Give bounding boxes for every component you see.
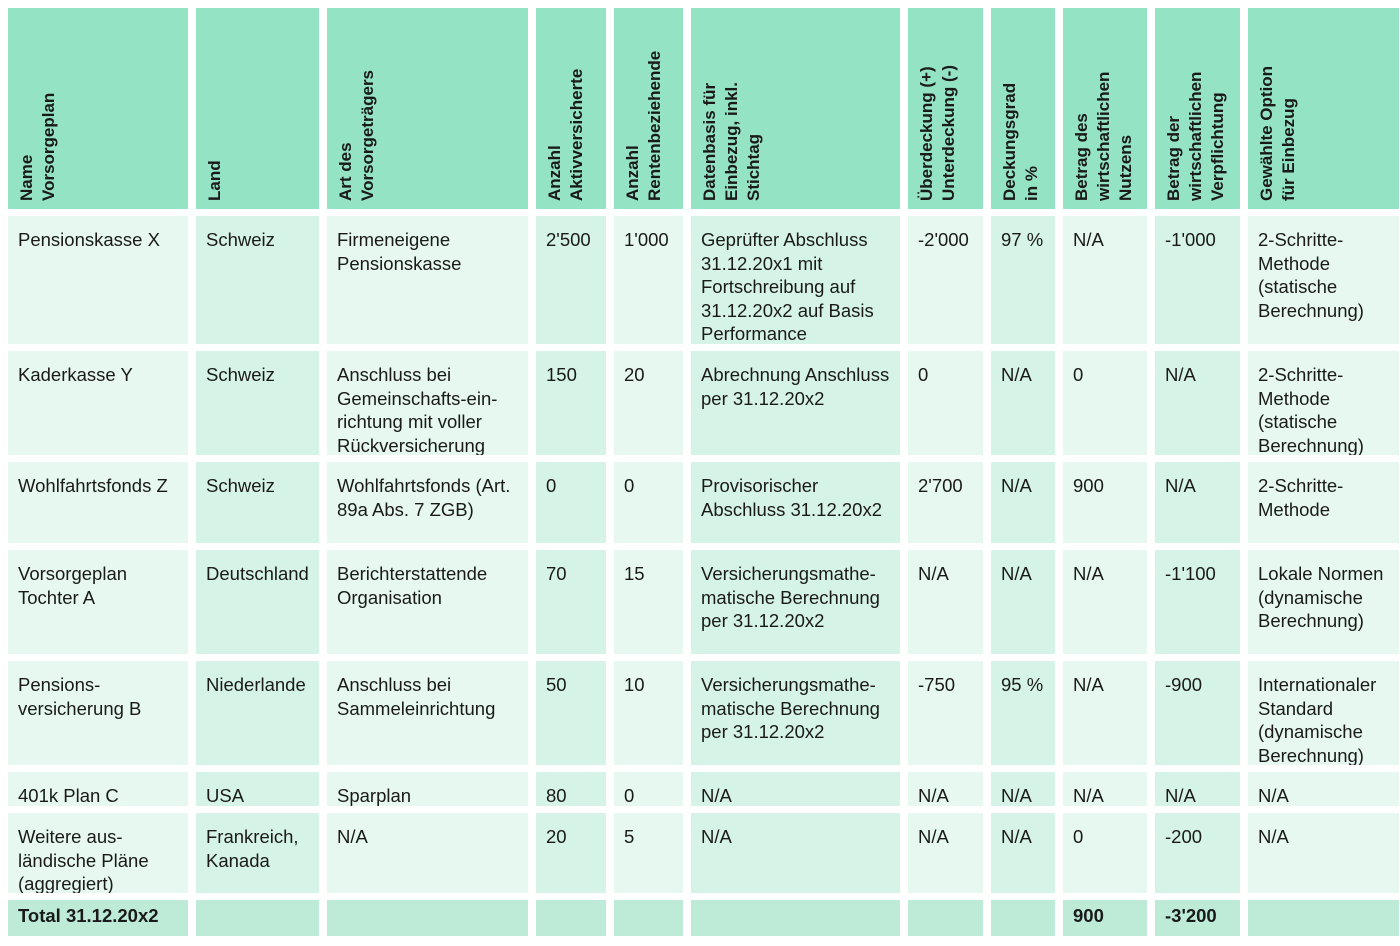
header-art: Art des Vorsorgeträgers — [327, 8, 528, 209]
total-verpflichtung: -3'200 — [1155, 900, 1240, 936]
table-cell: Anschluss bei Gemeinschafts-ein-richtung mit voller Rückversicherung — [327, 351, 528, 455]
total-nutzen: 900 — [1063, 900, 1147, 936]
table-cell: N/A — [691, 813, 900, 893]
table-cell: N/A — [991, 550, 1055, 654]
table-cell: Anschluss bei Sammeleinrichtung — [327, 661, 528, 765]
table-cell: 0 — [536, 462, 606, 543]
table-cell: -750 — [908, 661, 983, 765]
table-cell: Lokale Normen (dynamische Berechnung) — [1248, 550, 1399, 654]
table-cell: 1'000 — [614, 216, 683, 344]
header-land: Land — [196, 8, 319, 209]
table-cell: N/A — [908, 550, 983, 654]
table-cell: -200 — [1155, 813, 1240, 893]
table-cell: 70 — [536, 550, 606, 654]
total-empty-cell — [614, 900, 683, 936]
table-cell: 2-Schritte-Methode — [1248, 462, 1399, 543]
total-empty-cell — [536, 900, 606, 936]
table-cell: 2-Schritte-Methode (statische Berechnung) — [1248, 351, 1399, 455]
table-cell: Pensions-versicherung B — [8, 661, 188, 765]
table-cell: 10 — [614, 661, 683, 765]
table-cell: N/A — [1063, 550, 1147, 654]
table-cell: 2'500 — [536, 216, 606, 344]
table-cell: N/A — [1248, 813, 1399, 893]
table-cell: Pensionskasse X — [8, 216, 188, 344]
header-deckungsgrad: Deckungsgrad in % — [991, 8, 1055, 209]
table-cell: Niederlande — [196, 661, 319, 765]
table-cell: 20 — [536, 813, 606, 893]
table-cell: Berichterstattende Organisation — [327, 550, 528, 654]
table-cell: N/A — [1248, 772, 1399, 806]
pension-plans-table — [8, 8, 1399, 936]
table-cell: 0 — [1063, 813, 1147, 893]
table-cell: 900 — [1063, 462, 1147, 543]
table-cell: -900 — [1155, 661, 1240, 765]
table-cell: 50 — [536, 661, 606, 765]
header-aktivversicherte: Anzahl Aktivversicherte — [536, 8, 606, 209]
table-cell: Geprüfter Abschluss 31.12.20x1 mit Fortschreibung auf 31.12.20x2 auf Basis Performance — [691, 216, 900, 344]
table-cell: Wohlfahrtsfonds (Art. 89a Abs. 7 ZGB) — [327, 462, 528, 543]
table-cell: N/A — [991, 351, 1055, 455]
table-cell: N/A — [1063, 661, 1147, 765]
table-cell: Kaderkasse Y — [8, 351, 188, 455]
table-cell: Versicherungsmathe-matische Berechnung per 31.12.20x2 — [691, 550, 900, 654]
total-empty-cell — [908, 900, 983, 936]
total-empty-cell — [327, 900, 528, 936]
table-cell: Internationaler Standard (dynamische Berechnung) — [1248, 661, 1399, 765]
table-cell: 2-Schritte-Methode (statische Berechnung) — [1248, 216, 1399, 344]
table-cell: 0 — [1063, 351, 1147, 455]
table-cell: 0 — [614, 772, 683, 806]
table-cell: Versicherungsmathe-matische Berechnung per 31.12.20x2 — [691, 661, 900, 765]
header-rentenbeziehende: Anzahl Rentenbeziehende — [614, 8, 683, 209]
total-label: Total 31.12.20x2 — [8, 900, 188, 936]
table-cell: N/A — [691, 772, 900, 806]
table-cell: N/A — [327, 813, 528, 893]
table-cell: N/A — [1155, 772, 1240, 806]
table-cell: Deutschland — [196, 550, 319, 654]
table-cell: 97 % — [991, 216, 1055, 344]
table-cell: Wohlfahrtsfonds Z — [8, 462, 188, 543]
table-cell: -1'100 — [1155, 550, 1240, 654]
table-cell: Firmeneigene Pensionskasse — [327, 216, 528, 344]
table-cell: 2'700 — [908, 462, 983, 543]
table-cell: N/A — [991, 772, 1055, 806]
table-cell: N/A — [908, 772, 983, 806]
table-cell: Weitere aus-ländische Pläne (aggregiert) — [8, 813, 188, 893]
header-datenbasis: Datenbasis für Einbezug, inkl. Stichtag — [691, 8, 900, 209]
table-cell: -2'000 — [908, 216, 983, 344]
table-cell: 80 — [536, 772, 606, 806]
table-cell: N/A — [1155, 462, 1240, 543]
table-cell: Schweiz — [196, 462, 319, 543]
table-cell: N/A — [1063, 772, 1147, 806]
table-cell: 15 — [614, 550, 683, 654]
header-option: Gewählte Option für Einbezug — [1248, 8, 1399, 209]
table-cell: Abrechnung Anschluss per 31.12.20x2 — [691, 351, 900, 455]
table-cell: 401k Plan C — [8, 772, 188, 806]
table-cell: N/A — [908, 813, 983, 893]
header-ueberdeckung: Überdeckung (+) Unterdeckung (-) — [908, 8, 983, 209]
table-cell: Schweiz — [196, 351, 319, 455]
header-name: Name Vorsorgeplan — [8, 8, 188, 209]
table-cell: N/A — [1063, 216, 1147, 344]
table-cell: Frankreich, Kanada — [196, 813, 319, 893]
table-cell: N/A — [1155, 351, 1240, 455]
header-verpflichtung: Betrag der wirtschaftlichen Verpflichtung — [1155, 8, 1240, 209]
table-cell: 20 — [614, 351, 683, 455]
header-nutzen: Betrag des wirtschaftlichen Nutzens — [1063, 8, 1147, 209]
table-cell: Sparplan — [327, 772, 528, 806]
table-cell: Provisorischer Abschluss 31.12.20x2 — [691, 462, 900, 543]
table-cell: 95 % — [991, 661, 1055, 765]
total-empty-cell — [991, 900, 1055, 936]
table-cell: -1'000 — [1155, 216, 1240, 344]
table-cell: 0 — [614, 462, 683, 543]
table-cell: USA — [196, 772, 319, 806]
table-cell: 5 — [614, 813, 683, 893]
table-cell: Schweiz — [196, 216, 319, 344]
table-cell: Vorsorgeplan Tochter A — [8, 550, 188, 654]
total-empty-cell — [691, 900, 900, 936]
total-empty-cell — [1248, 900, 1399, 936]
table-cell: 0 — [908, 351, 983, 455]
table-cell: 150 — [536, 351, 606, 455]
table-cell: N/A — [991, 462, 1055, 543]
total-empty-cell — [196, 900, 319, 936]
table-cell: N/A — [991, 813, 1055, 893]
